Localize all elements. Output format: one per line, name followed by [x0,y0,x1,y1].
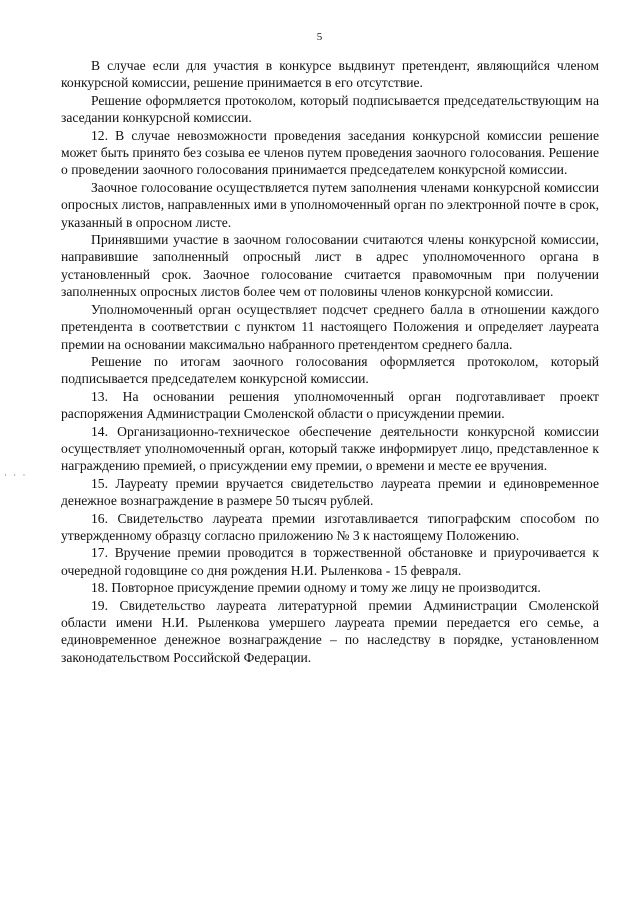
document-body [61,57,599,666]
paragraph: Уполномоченный орган осуществляет подсчет среднего балла в отношении каждого претендента в соответствии с пунктом 11 настоящего Положения и определяет лауреата премии на основании максимально набранного претендентом среднего балла. [61,301,599,352]
paragraph-clause-16: 16. Свидетельство лауреата премии изготавливается типографским способом по утвержденному образцу согласно приложению № 3 к настоящему Положению. [61,510,599,543]
paragraph-clause-13: 13. На основании решения уполномоченный орган подготавливает проект распоряжения Администрации Смоленской области о присуждении премии. [61,388,599,422]
paragraph-clause-18: 18. Повторное присуждение премии одному и тому же лицу не производится. [91,580,541,596]
paragraph-clause-19: 19. Свидетельство лауреата литературной премии Администрации Смоленской области имени Н.И. Рыленкова умершего лауреата премии передается его семье, а единовременное денежное вознаграждение – по наследству в порядке, установленном законодательством Российской Федерации. [61,597,599,665]
paragraph-clause-17: 17. Вручение премии проводится в торжественной обстановке и приурочивается к очередной годовщине со дня рождения Н.И. Рыленкова - 15 февраля. [61,545,599,578]
paragraph-clause-12: 12. В случае невозможности проведения заседания конкурсной комиссии решение может быть принято без созыва ее членов путем проведения заочного голосования. Решение о проведении заочного голосования принимается председателем конкурсной комиссии. [61,127,599,178]
paragraph: Заочное голосование осуществляется путем заполнения членами конкурсной комиссии опросных листов, направленных ими в уполномоченный орган по электронной почте в срок, указанный в опросном листе. [61,179,599,230]
paragraph-clause-15: 15. Лауреату премии вручается свидетельство лауреата премии и единовременное денежное вознаграждение в размере 50 тысяч рублей. [61,475,599,509]
scan-artifact: · · · [4,470,28,480]
page-number: 5 [316,31,323,43]
paragraph: В случае если для участия в конкурсе выдвинут претендент, являющийся членом конкурсной комиссии, решение принимается в его отсутствие. [61,58,599,91]
paragraph: Решение оформляется протоколом, который подписывается председательствующим на заседании конкурсной комиссии. [61,92,599,126]
paragraph: Принявшими участие в заочном голосовании считаются члены конкурсной комиссии, направившие заполненный опросный лист в адрес уполномоченного органа в установленный срок. Заочное голосование считается правомочным при получении заполненных опросных листов более чем от половины членов конкурсной комиссии. [61,232,599,300]
paragraph: Решение по итогам заочного голосования оформляется протоколом, который подписывается председателем конкурсной комиссии. [61,353,599,387]
paragraph-clause-14: 14. Организационно-техническое обеспечение деятельности конкурсной комиссии осуществляет уполномоченный орган, который также информирует лицо, представленное к награждению премией, о присуждении ему премии, о времени и месте ее вручения. [61,423,599,474]
